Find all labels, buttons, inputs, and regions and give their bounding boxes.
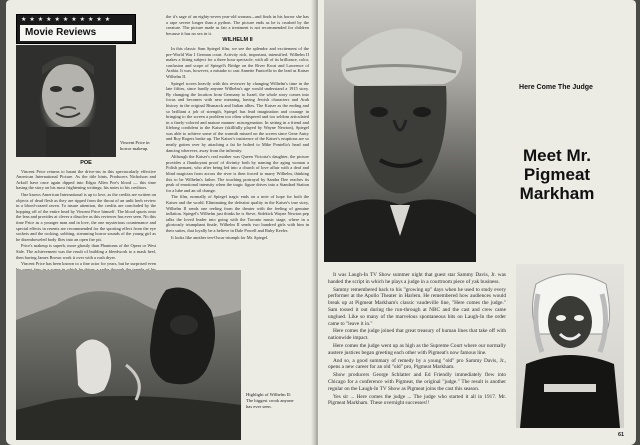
review-poe-paragraph: Vincent Price returns to haunt the drive-ins in this spectacularly effective American International Picture. As the title hints, Producers Nicholson and Arkoff have once again dipped into Edgar Allen Poe's blood — this time basing the story on his most frightening writings; his notes to his creditors.	[16, 168, 156, 191]
article-paragraph: Show producers George Schlatter and Ed Friendly immediately flew into Chicago for a conference with Pigmeat, the original "judge." The result is another regular on the Laugh-In TV Show as Pigmeat joins the cast this season.	[328, 372, 506, 392]
review-poe-paragraph: One knows American International is up to love, as the credits are written on objects of dead flesh as they are ripped from the throat of an unlit herb review in a blood-crazed raven. To insure attention, the credits are concluded by the hopping off of the entire head by Vincent Price himself. The blood spurts onto the lens and provides at clever a dissolve as this reviewer has ever seen. No this time Price as a younger man and in love, the one mysterious countenance and special effects in resents are recommended for the sporting effect from the eye sockets and the rocking, sobbing, streaming horror sounds of the young girl as he disemboweled body flies into an open fire pit.	[16, 191, 156, 242]
section-title: Here Come The Judge	[519, 84, 593, 91]
article-paragraph: And so, a good summary of remedy by a young "old" pro Sammy Davis, Jr., opens a new career for an old "old" pro, Pigmeat Markham.	[328, 357, 506, 371]
headline-box	[488, 122, 626, 222]
page-number: 61	[618, 432, 625, 438]
review-wilhelm-paragraph: Spiegel scores heavily with this reviewer by changing Wilhelm's time in the late fifties, since hardly anyone Wilhelm's age would understand a 1915 story. By changing the location from Germany to Israel, the whole story comes into focus and becomes with new meaning, having Jewish characters and Arab history in the original Bismarck and Italian allies. The Kaiser as the ending and so brilliant a job of strength, Spiegel has lead imagination and courage in bringing to the screen a problem too often whispered and too seldom articulated in a finely-colored and mature manner: miscegenation. In setting in a friend and lifelong confident to the Kaiser (skillfully played by Wayne Newton), Spiegel was able to achieve some of the warmth missed on the screen since Gene Autry and Roy Rogers broke up. The Kaiser's insistence of the Kaiser's eruptions are so neatly gotten over by attaching a fat lie bolted to Mike Poniello's head and dancing wherever, away from the infirmity.	[166, 80, 309, 153]
gorilla-caption: Highlight of Wilhelm II: The biggest crook anyone has ever seen.	[246, 392, 294, 409]
review-wilhelm-paragraph: Although the Kaiser's real mother was Queen Victoria's daughter, the picture provides a flamboyant proof of divinity both by naming the aging woman a Polish peasant, who after being led into a church of love affair with a deaf and blind magician from across the river is then forced to marry Wilhelm, thinking this to be Wilhelm's father. The touching portrayal by Sandra Dee reaches its peak of emotional intensity when the tragic figure drives into a Standard Station for a lube and an oil change.	[166, 154, 309, 193]
headline: Meet Mr. Pigmeat Markham	[519, 146, 595, 203]
article-paragraph: Here comes the judge went up as high as the Supreme Court where our normally austere justices began greeting each other with Pigmeat's now famous line.	[328, 342, 506, 356]
review-poe-title: POE	[80, 160, 92, 166]
left-page	[6, 0, 316, 445]
vincent-price-portrait	[16, 45, 116, 157]
review-wilhelm-title: WILHELM II	[222, 37, 253, 44]
review-wilhelm-paragraph: In this classic Sam Spiegel film, we see the splendor and excitement of the pre-World War I German court. Activity rich, important, intensified. Wilhelm II makes a fitting subject for a three hour spectacle, with all of its brilliance, color, confusion and scope of Spiegel's Bridge on the River Kwai and Lawrence of Arabia. It was, however, a mistake to cast Annette Funicello in the lead as Kaiser Wilhelm II.	[166, 45, 309, 79]
review-intro-paragraph: the it's sage of an eighty-seven year-old woman—and finds in his horror she has a rape severe longer than a python. The picture ends as he is crushed by the creature. The picture made as fair a treatment is not recommended for children because it has no sex in it.	[166, 14, 309, 36]
article-body	[328, 272, 506, 437]
article-paragraph: Yes sir ... Here comes the judge ... The judge who started it all in 1917. Mr. Pigmeat Markham. These overnight successes!!	[328, 393, 506, 407]
article-paragraph: It was Laugh-In TV Show summer night that guest star Sammy Davis, Jr. was handed the script in which he plays a judge in a courtroom piece of yak business.	[328, 272, 506, 285]
review-wilhelm-column	[166, 14, 309, 258]
judge-costume-photo	[516, 264, 624, 428]
article-paragraph: Sammy remembered back to his "growing up" days when he used to study every performer at the Apollo Theater in Harlem. He remembered how audiences would break up at Pigmeat Markham's classic vaudeville line, "Here comes the judge." Sam tossed it out during the run-through at NBC and the cast and crew came unglued. Like so many of the marvelous spontaneous bits on Laugh-In the order came to "leave it in."	[328, 286, 506, 327]
movie-reviews-header	[16, 14, 136, 44]
review-poe-paragraph: Vincent Price has been known to a fine actor for years, but he surprised even	[21, 261, 156, 267]
article-paragraph: Here comes the judge joined that great treasury of human lines that take off with nationwide impact.	[328, 328, 506, 342]
right-page	[318, 0, 636, 445]
review-poe-column	[16, 160, 156, 268]
review-wilhelm-paragraph: The film, normally of Spiegel tragic ends on a note of hope for both the Kaiser and the world. Eliminating the defeatist quality in the Kaiser's true story, Wilhelm II sends one reeling from the theater with the feeling of genuine inflation. Spiegel's Wilhelm just thinks he is Steve, Sidekick Wayne Newton pep talks the loved leader into going with the Toronto music stage, where in a gloriously triumphant finale, Wilhelm II sends two hundred girls with him in their suites, that loyally be a believe in Dale Powell and Ruby Keeler.	[166, 194, 309, 233]
wilhelm-gorilla-photo	[16, 270, 241, 440]
pigmeat-markham-photo	[324, 0, 476, 262]
review-wilhelm-paragraph: It looks like another ten-Oscar triumph for Mr. Spiegel.	[171, 234, 269, 240]
review-poe-paragraph: Price's makeup is superb, more ghastly than Phantoms of the Opera or West Side. The achievement was the result of building a bleedwork to a mask heel, then having James Brown work it over with a rush dryer.	[16, 243, 156, 260]
portrait-caption: Vincent Price in horror makeup.	[120, 140, 150, 151]
star-row-icon: ★★★★★★★★★★★	[21, 16, 114, 23]
section-label: Movie Reviews	[25, 27, 97, 38]
